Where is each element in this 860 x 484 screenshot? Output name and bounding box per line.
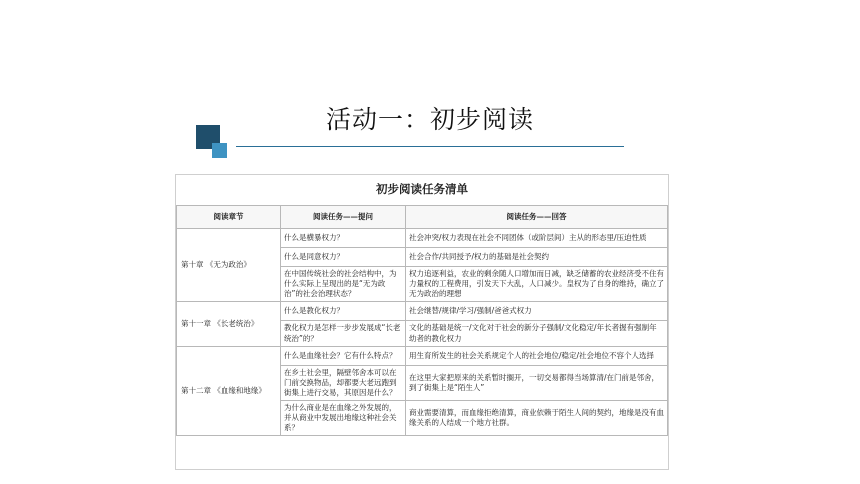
- answer-cell: 社会合作/共同授予/权力的基础是社会契约: [406, 248, 668, 267]
- decorative-square-light: [212, 143, 227, 158]
- question-cell: 在乡土社会里，隔壁邻舍本可以在门前交换物品，却都要大老远跑到街集上进行交易，其原因是什么？: [281, 365, 406, 400]
- question-cell: 什么是教化权力？: [281, 302, 406, 321]
- question-cell: 什么是同意权力？: [281, 248, 406, 267]
- reading-task-table-image: [175, 174, 669, 470]
- chapter-cell: 第十章 《无为政治》: [177, 229, 281, 302]
- question-cell: 为什么商业是在血缘之外发展的，并从商业中发展出地缘这种社会关系？: [281, 401, 406, 436]
- answer-cell: 用生育所发生的社会关系规定个人的社会地位/稳定/社会地位不容个人选择: [406, 346, 668, 365]
- answer-cell: 商业需要清算，而血缘拒绝清算，商业依赖于陌生人间的契约，地缘是没有血缘关系的人结成一个地方社群。: [406, 401, 668, 436]
- chapter-cell: 第十二章 《血缘和地缘》: [177, 346, 281, 436]
- question-cell: 什么是横暴权力？: [281, 229, 406, 248]
- question-cell: 教化权力是怎样一步步发展成“长老统治”的？: [281, 321, 406, 346]
- chapter-cell: 第十一章 《长老统治》: [177, 302, 281, 346]
- answer-cell: 社会冲突/权力表现在社会不同团体（或阶层间）主从的形态里/压迫性质: [406, 229, 668, 248]
- answer-cell: 文化的基础是统一/文化对于社会的新分子强制/文化稳定/年长者握有强制年幼者的教化权力: [406, 321, 668, 346]
- question-cell: 在中国传统社会的社会结构中，为什么实际上呈现出的是“无为政治”的社会治理状态？: [281, 267, 406, 302]
- answer-cell: 在这里大家把原来的关系暂时搁开，一切交易都得当场算清/在门前是邻舍，到了街集上是“陌生人”: [406, 365, 668, 400]
- answer-cell: 社会继替/规律/学习/强制/爸爸式权力: [406, 302, 668, 321]
- header-answer: 阅读任务——回答: [406, 206, 668, 229]
- question-cell: 什么是血缘社会？它有什么特点？: [281, 346, 406, 365]
- slide-title: 活动一：初步阅读: [325, 105, 534, 134]
- header-question: 阅读任务——提问: [281, 206, 406, 229]
- answer-cell: 权力追逐利益，农业的剩余随人口增加而日减，缺乏储蓄的农业经济受不住有力量权的工程费用，引发天下大乱，人口减少。皇权为了自身的维持，确立了无为政治的理想: [406, 267, 668, 302]
- table-caption: 初步阅读任务清单: [177, 175, 668, 206]
- header-chapter: 阅读章节: [177, 206, 281, 229]
- title-underline: [236, 146, 624, 147]
- reading-task-table: [176, 175, 668, 436]
